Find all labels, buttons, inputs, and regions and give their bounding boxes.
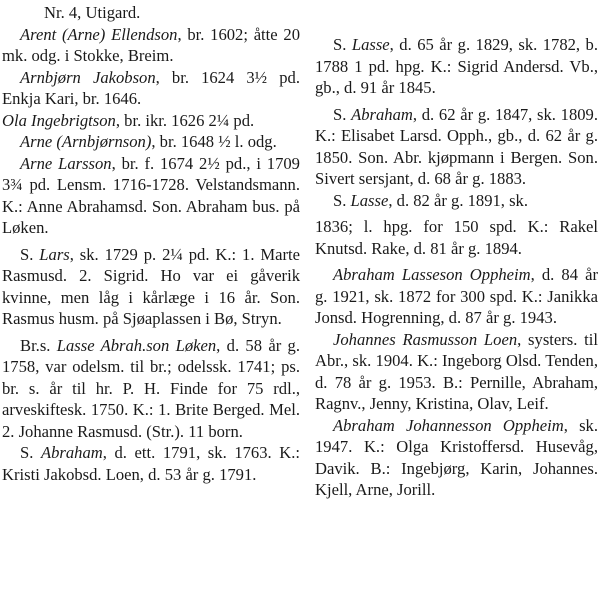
entry-text: , d. 65 år g. 1829, sk. 1782, b. 1788 1 pd. hpg. K.: Sigrid Andersd. Vb., gb., d. 91 år 1845. (315, 35, 599, 97)
entry-continuation: 1836; l. hpg. for 150 spd. K.: Rakel Knutsd. Rake, d. 81 år g. 1894. (315, 217, 598, 258)
entry-arent (2, 24, 300, 67)
entry-prefix: S. (20, 443, 41, 462)
entry-text: , br. 1602; åtte 20 mk. odg. i Stokke, Breim. (2, 24, 300, 65)
entry-name: Abraham Johannesson Oppheim (333, 415, 564, 435)
entry-prefix: S. (333, 104, 352, 124)
entry-text: , br. 1624 3½ pd. Enkja Kari, br. 1646. (2, 67, 300, 108)
entry-name: Arne Larsson (20, 153, 112, 173)
entry-text: , d. ett. 1791, sk. 1763. K.: Kristi Jakobsd. Loen, d. 53 år g. 1791. (2, 443, 300, 484)
entry-text: , br. 1648 ½ l. odg. (151, 132, 277, 151)
entry-name: Ola Ingebrigtson (2, 110, 116, 130)
entry-arne-larsson (2, 153, 300, 239)
entry-name: Abraham (40, 443, 103, 462)
entry-abraham-1847 (315, 104, 598, 190)
entry-prefix: Br.s. (20, 335, 57, 355)
entry-name: Lasse (350, 190, 389, 210)
entry-name: Arne (Arnbjørnson) (20, 132, 152, 151)
entry-ola (2, 110, 300, 132)
entry-name: Arnbjørn Jakobson (20, 67, 156, 87)
entry-prefix: S. (333, 35, 352, 54)
entry-name: Abraham Lasseson Oppheim (333, 265, 531, 284)
entry-johannes-rasmusson (315, 329, 598, 415)
entry-abraham-johannesson (315, 415, 598, 501)
entry-text: , d. 62 år g. 1847, sk. 1809. K.: Elisabet Larsd. Opph., gb., d. 62 år g. 1850. Son. Abr. kjøpmann i Bergen. Son. Sivert sersjant, d. 68 år g. 1883. (315, 104, 599, 188)
section-heading: Nr. 4, Utigard. (44, 3, 141, 22)
entry-lasse-abrahson (2, 335, 300, 443)
entry-name: Lasse Abrah.son Løken (56, 335, 217, 355)
entry-lasse-1829 (315, 34, 598, 99)
entry-name: Lars (39, 244, 70, 264)
entry-text: , sk. 1947. K.: Olga Kristoffersd. Husevåg, Davik. B.: Ingebjørg, Karin, Johannes. Kjell, Arne, Jorill. (315, 415, 598, 499)
entry-name: Arent (Arne) Ellendson (20, 24, 178, 44)
entry-name: Abraham (351, 104, 413, 124)
entry-text: , d. 58 år g. 1758, var odelsm. til br.; odelssk. 1741; ps. br. s. år til hr. P. H. Finde for 75 rdl., arveskiftesk. 1750. K.: 1. Brite Berged. Mel. 2. Johanne Rasmusd. (Str.). 11 born. (2, 335, 300, 441)
entry-text: , d. 82 år g. 1891, sk. (388, 190, 528, 210)
entry-text: , sk. 1729 p. 2¼ pd. K.: 1. Marte Rasmusd. 2. Sigrid. Ho var ei gåverik kvinne, men låg i kårlæge i 16 år. Son. Rasmus husm. på Sjøaplassen i Bø, Stryn. (2, 244, 300, 328)
entry-abraham-1791 (2, 442, 300, 485)
entry-abraham-lasseson (315, 264, 598, 329)
entry-text: , br. f. 1674 2½ pd., i 1709 3¾ pd. Lensm. 1716-1728. Velstandsmann. K.: Anne Abrahamsd. Son. Abraham bus. på Løken. (2, 153, 300, 237)
entry-prefix: S. (333, 190, 351, 210)
entry-lasse-1891 (315, 190, 598, 212)
entry-name: Lasse (351, 35, 390, 54)
entry-prefix: S. (20, 244, 40, 264)
right-column (315, 34, 598, 501)
entry-arne-arnbjornson (2, 131, 300, 153)
left-column (2, 2, 300, 485)
entry-text: , systers. til Abr., sk. 1904. K.: Ingeborg Olsd. Tenden, d. 78 år g. 1953. B.: Pernille, Abraham, Ragnv., Jenny, Kristina, Olav, Leif. (315, 329, 598, 413)
entry-name: Johannes Rasmusson Loen (333, 329, 518, 349)
entry-text: , br. ikr. 1626 2¼ pd. (115, 110, 255, 130)
entry-lars (2, 244, 300, 330)
entry-arnbjorn (2, 67, 300, 110)
entry-text: , d. 84 år g. 1921, sk. 1872 for 300 spd. K.: Janikka Jonsd. Hogrenning, d. 87 år g. 1943. (315, 265, 598, 327)
